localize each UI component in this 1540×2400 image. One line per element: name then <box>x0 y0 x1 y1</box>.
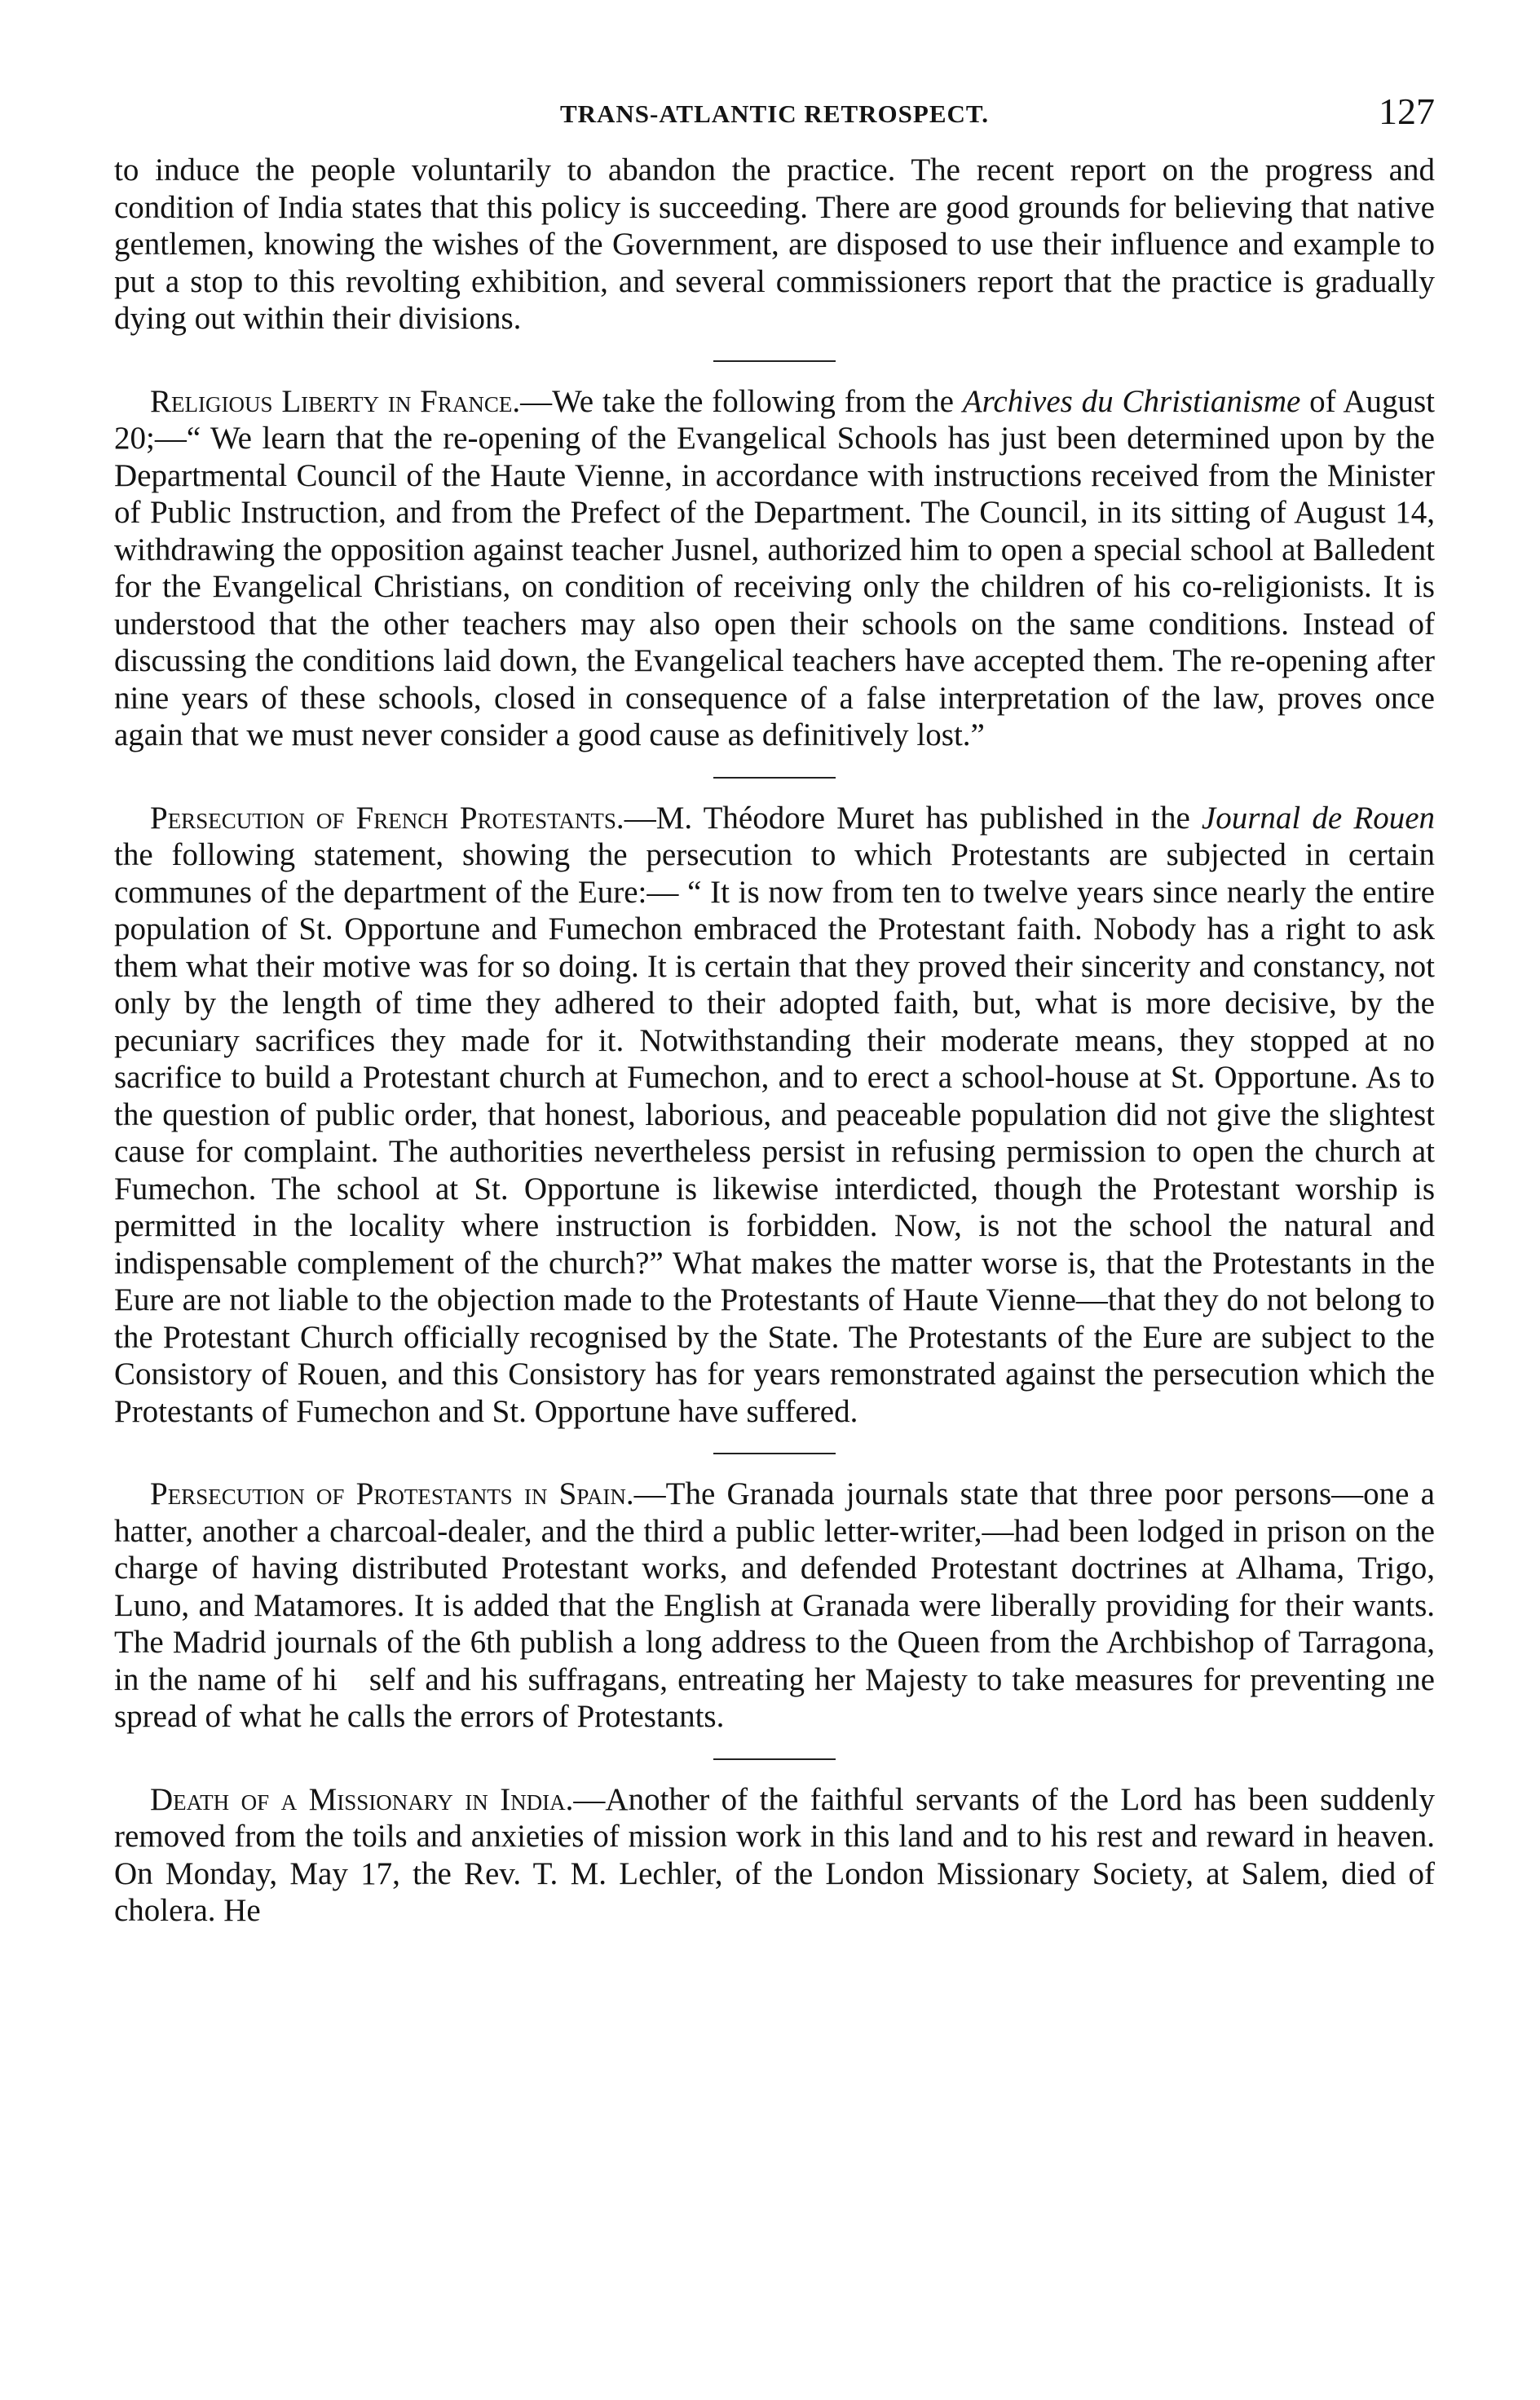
article-text: —M. Théodore Muret has published in the <box>624 800 1202 836</box>
article-persecution-of-french-protestants <box>114 800 1435 1431</box>
article-text: —The Granada journals state that three poor persons—one a hatter, another a charcoal-dealer, and the third a public letter-writer,—had been lodged in prison on the charge of having distributed Protestant works, and defended Protestant doctrines at Alhama, Trigo, Luno, and Matamores. It is added that the English at Granada were liberally providing for their wants. The Madrid journals of the 6th publish a long address to the Queen from the Archbishop of Tarragona, in the name of hi self and his suffragans, entreating her Majesty to take measures for preventing ıne spread of what he calls the errors of Protestants. <box>114 1476 1435 1734</box>
section-divider <box>713 1758 836 1760</box>
article-persecution-of-protestants-in-spain <box>114 1476 1435 1736</box>
section-divider <box>713 1453 836 1454</box>
running-head <box>114 90 1435 140</box>
article-religious-liberty-in-france <box>114 383 1435 754</box>
article-text-italic: Archives du Christianisme <box>962 383 1301 419</box>
article-text: the following statement, showing the persecution to which Protestants are subjected in certain communes of the department of the Eure:— “ It is now from ten to twelve years since nearly the entire population of St. Opportune and Fumechon embraced the Protestant faith. Nobody has a right to ask them what their motive was for so doing. It is certain that they proved their sincerity and constancy, not only by the length of time they adhered to their adopted faith, but, what is more decisive, by the pecuniary sacrifices they made for it. Notwithstanding their moderate means, they stopped at no sacrifice to build a Protestant church at Fumechon, and to erect a school-house at St. Opportune. As to the question of public order, that honest, laborious, and peaceable population did not give the slightest cause for complaint. The authorities nevertheless persist in refusing permission to open the church at Fumechon. The school at St. Opportune is likewise interdicted, though the Protestant worship is permitted in the locality where instruction is forbidden. Now, is not the school the natural and indispensable complement of the church?” What makes the matter worse is, that the Protestants in the Eure are not liable to the objection made to the Protestants of Haute Vienne—that they do not belong to the Protestant Church officially recognised by the State. The Protestants of the Eure are subject to the Consistory of Rouen, and this Consistory has for years remonstrated against the persecution which the Protestants of Fumechon and St. Opportune have suffered. <box>114 837 1435 1429</box>
article-death-of-a-missionary-in-india <box>114 1781 1435 1930</box>
article-text-italic: Journal de Rouen <box>1201 800 1436 836</box>
running-title: TRANS-ATLANTIC RETROSPECT. <box>559 99 990 128</box>
article-heading: Religious Liberty in France. <box>150 383 521 419</box>
article-heading: Persecution of French Protestants. <box>150 800 624 836</box>
section-divider <box>713 360 836 362</box>
article-text: —We take the following from the <box>520 383 963 419</box>
section-divider <box>713 777 836 779</box>
intro-paragraph: to induce the people voluntarily to abandon the practice. The recent report on the progress and condition of India states that this policy is succeeding. There are good grounds for believing that native gentlemen, knowing the wishes of the Government, are disposed to use their influence and example to put a stop to this revolting exhibition, and several commissioners report that the practice is gradually dying out within their divisions. <box>114 152 1435 336</box>
page-number: 127 <box>1379 90 1435 132</box>
article-heading: Persecution of Protestants in Spain. <box>150 1476 634 1511</box>
article-text: of August 20;—“ We learn that the re-opening of the Evangelical Schools has just been determined upon by the Departmental Council of the Haute Vienne, in accordance with instructions received from the Minister of Public Instruction, and from the Prefect of the Department. The Council, in its sitting of August 14, withdrawing the opposition against teacher Jusnel, authorized him to open a special school at Balledent for the Evangelical Christians, on condition of receiving only the children of his co-religionists. It is understood that the other teachers may also open their schools on the same conditions. Instead of discussing the conditions laid down, the Evangelical teachers have accepted them. The re-opening after nine years of these schools, closed in consequence of a false interpretation of the law, proves once again that we must never consider a good cause as definitively lost.” <box>114 383 1436 752</box>
article-text: —Another of the faithful servants of the Lord has been suddenly removed from the toils and anxieties of mission work in this land and to his rest and reward in heaven. On Monday, May 17, the Rev. T. M. Lechler, of the London Missionary Society, at Salem, died of cholera. He <box>114 1781 1435 1928</box>
page <box>114 90 1435 1930</box>
article-heading: Death of a Missionary in India. <box>150 1781 574 1817</box>
